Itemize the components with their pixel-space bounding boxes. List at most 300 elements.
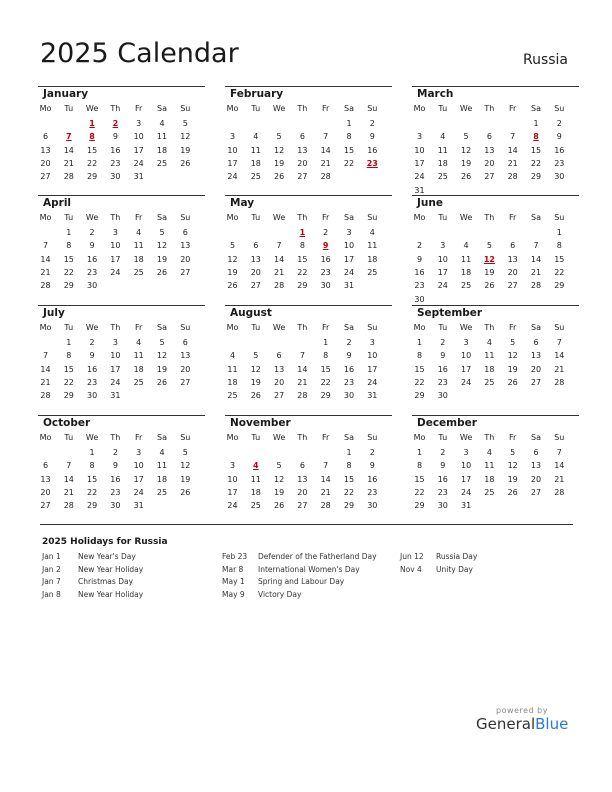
weekday-header: Sa xyxy=(344,213,354,222)
weekday-header: Tu xyxy=(438,104,448,113)
holidays-title: 2025 Holidays for Russia xyxy=(42,537,168,547)
weekday-header: Su xyxy=(554,433,565,442)
weekday-header: Sa xyxy=(157,104,167,113)
day-cell: 19 xyxy=(507,364,518,374)
day-cell: 11 xyxy=(133,241,144,251)
day-cell: 28 xyxy=(507,172,518,182)
day-cell: 6 xyxy=(182,338,188,347)
day-cell: 18 xyxy=(250,487,261,497)
day-cell: 7 xyxy=(556,448,562,457)
day-cell: 22 xyxy=(87,158,98,168)
holiday-day-cell: 2 xyxy=(112,119,119,128)
weekday-header: Fr xyxy=(135,213,143,222)
day-cell: 22 xyxy=(414,487,425,497)
day-cell: 10 xyxy=(343,241,355,251)
weekday-header: Mo xyxy=(39,104,52,113)
month-divider xyxy=(38,86,205,87)
day-cell: 25 xyxy=(484,377,495,387)
day-cell: 11 xyxy=(484,351,495,361)
day-cell: 28 xyxy=(297,391,308,401)
day-cell: 12 xyxy=(180,132,191,142)
day-cell: 24 xyxy=(110,377,121,387)
day-cell: 28 xyxy=(63,501,74,511)
day-cell: 24 xyxy=(110,267,121,277)
day-cell: 27 xyxy=(530,377,542,387)
weekday-header: Su xyxy=(367,104,378,113)
day-cell: 13 xyxy=(180,351,191,361)
day-cell: 25 xyxy=(227,391,238,401)
day-cell: 17 xyxy=(227,158,238,168)
day-cell: 9 xyxy=(416,254,423,264)
day-cell: 24 xyxy=(437,281,448,291)
weekday-header: Su xyxy=(367,323,378,332)
day-cell: 5 xyxy=(510,448,516,457)
day-cell: 11 xyxy=(227,364,238,374)
day-cell: 13 xyxy=(297,145,308,155)
month-december xyxy=(414,415,574,523)
holiday-date: Jun 12 xyxy=(400,552,424,561)
weekday-header: Fr xyxy=(322,104,330,113)
day-cell: 14 xyxy=(40,254,51,264)
day-cell: 5 xyxy=(276,132,282,142)
day-cell: 17 xyxy=(461,474,472,484)
day-cell: 17 xyxy=(110,254,121,264)
day-cell: 20 xyxy=(180,254,191,264)
brand-name-part1: General xyxy=(476,715,536,733)
day-cell: 7 xyxy=(299,351,305,361)
day-cell: 22 xyxy=(297,267,308,277)
day-cell: 1 xyxy=(556,228,562,237)
day-cell: 31 xyxy=(461,501,472,511)
day-cell: 3 xyxy=(136,448,142,457)
day-cell: 28 xyxy=(40,391,51,401)
day-cell: 8 xyxy=(323,351,329,361)
month-divider xyxy=(412,195,579,196)
day-cell: 15 xyxy=(297,254,308,264)
day-cell: 26 xyxy=(507,377,518,387)
weekday-header: We xyxy=(272,433,286,442)
holiday-day-cell: 9 xyxy=(322,241,329,251)
month-november xyxy=(227,415,387,523)
month-september xyxy=(414,305,574,413)
weekday-header: We xyxy=(85,323,99,332)
month-june xyxy=(414,195,574,303)
month-divider xyxy=(412,86,579,87)
day-cell: 28 xyxy=(320,501,331,511)
month-divider xyxy=(225,195,392,196)
day-cell: 29 xyxy=(320,391,331,401)
day-cell: 7 xyxy=(510,132,516,142)
weekday-header: Mo xyxy=(39,433,52,442)
weekday-header: Sa xyxy=(344,323,354,332)
weekday-header: Tu xyxy=(438,323,448,332)
day-cell: 8 xyxy=(346,461,352,471)
day-cell: 24 xyxy=(227,172,238,182)
day-cell: 16 xyxy=(437,364,448,374)
brand-name xyxy=(476,715,568,733)
day-cell: 10 xyxy=(110,351,121,361)
day-cell: 14 xyxy=(320,145,331,155)
day-cell: 8 xyxy=(299,241,305,251)
day-cell: 12 xyxy=(156,351,168,361)
month-name: October xyxy=(43,417,91,429)
day-cell: 20 xyxy=(530,364,542,374)
month-january xyxy=(40,86,200,194)
day-cell: 11 xyxy=(156,132,168,142)
day-cell: 7 xyxy=(323,461,329,471)
weekday-header: Su xyxy=(367,433,378,442)
weekday-header: Su xyxy=(554,104,565,113)
weekday-header: Th xyxy=(297,213,308,222)
day-cell: 27 xyxy=(40,172,51,182)
day-cell: 25 xyxy=(133,267,144,277)
day-cell: 4 xyxy=(159,119,165,128)
day-cell: 2 xyxy=(440,448,446,457)
day-cell: 28 xyxy=(320,172,331,182)
day-cell: 22 xyxy=(320,377,331,387)
day-cell: 13 xyxy=(507,254,518,264)
weekday-header: Th xyxy=(484,213,495,222)
day-cell: 12 xyxy=(180,461,191,471)
day-cell: 10 xyxy=(110,241,121,251)
day-cell: 18 xyxy=(133,364,144,374)
month-name: August xyxy=(230,307,272,319)
weekday-header: Th xyxy=(484,104,495,113)
day-cell: 4 xyxy=(486,338,492,347)
day-cell: 9 xyxy=(556,132,562,142)
day-cell: 7 xyxy=(276,241,282,251)
day-cell: 19 xyxy=(484,267,495,277)
month-divider xyxy=(412,415,579,416)
day-cell: 3 xyxy=(463,448,469,457)
day-cell: 22 xyxy=(63,267,74,277)
holiday-entry xyxy=(222,577,344,586)
day-cell: 23 xyxy=(110,487,121,497)
day-cell: 6 xyxy=(533,448,539,457)
day-cell: 18 xyxy=(156,474,168,484)
day-cell: 6 xyxy=(42,461,49,471)
day-cell: 29 xyxy=(554,281,565,291)
day-cell: 7 xyxy=(42,241,49,251)
country-label: Russia xyxy=(522,52,568,68)
day-cell: 1 xyxy=(346,448,352,457)
day-cell: 23 xyxy=(343,377,355,387)
day-cell: 3 xyxy=(416,132,423,142)
weekday-header: Su xyxy=(554,213,565,222)
day-cell: 13 xyxy=(530,461,542,471)
weekday-header: Mo xyxy=(39,213,52,222)
day-cell: 30 xyxy=(110,172,121,182)
day-cell: 24 xyxy=(414,172,425,182)
day-cell: 1 xyxy=(323,338,329,347)
day-cell: 29 xyxy=(414,501,425,511)
weekday-header: We xyxy=(85,433,99,442)
day-cell: 21 xyxy=(320,487,331,497)
day-cell: 11 xyxy=(367,241,378,251)
day-cell: 7 xyxy=(323,132,329,142)
holidays-divider xyxy=(40,524,573,525)
day-cell: 20 xyxy=(180,364,191,374)
day-cell: 24 xyxy=(461,487,472,497)
day-cell: 23 xyxy=(437,377,448,387)
weekday-header: Th xyxy=(110,433,121,442)
day-cell: 2 xyxy=(416,241,423,251)
holiday-name: New Year Holiday xyxy=(78,564,144,574)
holiday-name: Russia Day xyxy=(436,552,478,561)
day-cell: 26 xyxy=(507,487,518,497)
holiday-day-cell: 1 xyxy=(299,228,306,237)
day-cell: 12 xyxy=(250,364,261,374)
day-cell: 2 xyxy=(112,448,118,457)
month-name: March xyxy=(417,88,454,100)
day-cell: 9 xyxy=(346,351,352,361)
day-cell: 10 xyxy=(414,145,425,155)
day-cell: 16 xyxy=(343,364,355,374)
day-cell: 9 xyxy=(440,351,446,361)
day-cell: 9 xyxy=(112,132,118,142)
weekday-header: We xyxy=(459,213,473,222)
day-cell: 14 xyxy=(40,364,51,374)
day-cell: 4 xyxy=(253,132,259,142)
weekday-header: Sa xyxy=(157,433,167,442)
day-cell: 2 xyxy=(323,228,329,237)
day-cell: 15 xyxy=(63,254,74,264)
weekday-header: We xyxy=(85,104,99,113)
day-cell: 15 xyxy=(320,364,331,374)
day-cell: 14 xyxy=(320,474,331,484)
weekday-header: Mo xyxy=(413,323,426,332)
day-cell: 16 xyxy=(110,474,121,484)
holiday-name: International Women's Day xyxy=(258,564,360,574)
day-cell: 19 xyxy=(180,145,191,155)
day-cell: 10 xyxy=(437,254,448,264)
month-divider xyxy=(38,195,205,196)
day-cell: 5 xyxy=(182,448,188,457)
day-cell: 3 xyxy=(136,119,142,128)
weekday-header: Mo xyxy=(413,104,426,113)
day-cell: 12 xyxy=(507,461,518,471)
day-cell: 28 xyxy=(274,281,285,291)
weekday-header: Th xyxy=(297,104,308,113)
weekday-header: Mo xyxy=(226,323,239,332)
day-cell: 2 xyxy=(89,228,95,237)
day-cell: 1 xyxy=(89,448,95,457)
day-cell: 25 xyxy=(156,158,168,168)
day-cell: 16 xyxy=(414,267,425,277)
day-cell: 10 xyxy=(227,474,238,484)
day-cell: 31 xyxy=(414,185,425,195)
day-cell: 13 xyxy=(250,254,261,264)
day-cell: 24 xyxy=(367,377,378,387)
day-cell: 24 xyxy=(343,267,355,277)
day-cell: 26 xyxy=(227,281,238,291)
weekday-header: Su xyxy=(554,323,565,332)
day-cell: 1 xyxy=(66,338,72,347)
weekday-header: Tu xyxy=(64,323,74,332)
day-cell: 22 xyxy=(87,487,98,497)
day-cell: 6 xyxy=(182,228,188,237)
branding xyxy=(476,706,568,733)
weekday-header: Tu xyxy=(251,213,261,222)
month-name: July xyxy=(43,307,65,319)
day-cell: 24 xyxy=(133,158,144,168)
day-cell: 27 xyxy=(507,281,518,291)
day-cell: 1 xyxy=(416,338,423,347)
day-cell: 15 xyxy=(343,474,355,484)
day-cell: 20 xyxy=(274,377,285,387)
holiday-name: Victory Day xyxy=(258,589,302,599)
weekday-header: We xyxy=(272,213,286,222)
month-divider xyxy=(225,86,392,87)
day-cell: 14 xyxy=(297,364,308,374)
day-cell: 30 xyxy=(87,391,98,401)
day-cell: 19 xyxy=(156,254,168,264)
day-cell: 2 xyxy=(369,119,375,128)
day-cell: 5 xyxy=(229,241,236,251)
day-cell: 29 xyxy=(87,172,98,182)
month-march xyxy=(414,86,574,194)
day-cell: 20 xyxy=(40,487,51,497)
day-cell: 18 xyxy=(133,254,144,264)
day-cell: 8 xyxy=(346,132,352,142)
weekday-header: Th xyxy=(110,323,121,332)
day-cell: 31 xyxy=(367,391,378,401)
day-cell: 4 xyxy=(486,448,492,457)
day-cell: 29 xyxy=(63,391,74,401)
weekday-header: Fr xyxy=(135,104,143,113)
month-name: December xyxy=(417,417,477,429)
weekday-header: Fr xyxy=(322,323,330,332)
weekday-header: Th xyxy=(484,323,495,332)
day-cell: 28 xyxy=(40,281,51,291)
weekday-header: Fr xyxy=(135,323,143,332)
day-cell: 3 xyxy=(229,461,236,471)
day-cell: 11 xyxy=(250,474,261,484)
day-cell: 27 xyxy=(530,487,542,497)
day-cell: 15 xyxy=(554,254,565,264)
month-february xyxy=(227,86,387,194)
day-cell: 17 xyxy=(343,254,355,264)
day-cell: 4 xyxy=(440,132,446,142)
holiday-entry xyxy=(222,552,377,561)
weekday-header: We xyxy=(272,323,286,332)
day-cell: 3 xyxy=(346,228,352,237)
month-april xyxy=(40,195,200,303)
weekday-header: Sa xyxy=(157,213,167,222)
day-cell: 5 xyxy=(463,132,469,142)
day-cell: 31 xyxy=(343,281,355,291)
day-cell: 18 xyxy=(461,267,472,277)
day-cell: 22 xyxy=(414,377,425,387)
weekday-header: Th xyxy=(110,104,121,113)
day-cell: 12 xyxy=(227,254,238,264)
weekday-header: Tu xyxy=(251,323,261,332)
month-name: June xyxy=(417,197,443,209)
day-cell: 20 xyxy=(40,158,51,168)
day-cell: 25 xyxy=(437,172,448,182)
weekday-header: Tu xyxy=(64,213,74,222)
day-cell: 15 xyxy=(87,474,98,484)
day-cell: 3 xyxy=(112,228,118,237)
weekday-header: Fr xyxy=(509,323,517,332)
day-cell: 31 xyxy=(133,172,144,182)
powered-by-text: powered by xyxy=(496,706,548,715)
day-cell: 4 xyxy=(369,228,375,237)
holiday-day-cell: 23 xyxy=(366,158,378,168)
day-cell: 20 xyxy=(297,487,308,497)
month-divider xyxy=(225,415,392,416)
day-cell: 6 xyxy=(486,132,492,142)
weekday-header: Mo xyxy=(226,104,239,113)
day-cell: 30 xyxy=(343,391,355,401)
weekday-header: Sa xyxy=(531,323,541,332)
day-cell: 14 xyxy=(63,145,74,155)
weekday-header: Tu xyxy=(251,104,261,113)
day-cell: 6 xyxy=(299,132,305,142)
day-cell: 20 xyxy=(507,267,518,277)
day-cell: 10 xyxy=(227,145,238,155)
holiday-date: Jan 1 xyxy=(42,552,61,561)
holiday-name: Unity Day xyxy=(436,564,473,574)
day-cell: 2 xyxy=(89,338,95,347)
weekday-header: We xyxy=(272,104,286,113)
day-cell: 5 xyxy=(253,351,259,361)
day-cell: 3 xyxy=(440,241,446,251)
day-cell: 19 xyxy=(180,474,191,484)
day-cell: 15 xyxy=(414,474,425,484)
day-cell: 14 xyxy=(63,474,74,484)
day-cell: 16 xyxy=(87,364,98,374)
day-cell: 6 xyxy=(276,351,282,361)
holiday-date: May 9 xyxy=(222,589,245,599)
holiday-entry xyxy=(42,565,143,574)
weekday-header: Fr xyxy=(135,433,143,442)
day-cell: 21 xyxy=(530,267,542,277)
day-cell: 2 xyxy=(369,448,375,457)
day-cell: 2 xyxy=(556,119,562,128)
day-cell: 27 xyxy=(297,501,308,511)
holiday-entry xyxy=(400,552,477,561)
day-cell: 16 xyxy=(554,145,565,155)
holiday-date: Jan 7 xyxy=(42,577,61,586)
day-cell: 27 xyxy=(180,267,191,277)
holiday-date: Jan 8 xyxy=(42,589,61,599)
day-cell: 29 xyxy=(87,501,98,511)
day-cell: 16 xyxy=(87,254,98,264)
month-may xyxy=(227,195,387,303)
day-cell: 21 xyxy=(40,377,51,387)
holiday-date: Feb 23 xyxy=(222,552,248,561)
day-cell: 9 xyxy=(369,461,375,471)
day-cell: 13 xyxy=(274,364,285,374)
day-cell: 14 xyxy=(274,254,285,264)
day-cell: 19 xyxy=(461,158,472,168)
month-name: November xyxy=(230,417,291,429)
day-cell: 13 xyxy=(180,241,191,251)
weekday-header: We xyxy=(459,104,473,113)
month-july xyxy=(40,305,200,413)
day-cell: 25 xyxy=(250,172,261,182)
day-cell: 25 xyxy=(367,267,378,277)
weekday-header: Sa xyxy=(531,213,541,222)
day-cell: 21 xyxy=(507,158,518,168)
holiday-name: Defender of the Fatherland Day xyxy=(258,552,377,561)
day-cell: 3 xyxy=(369,338,375,347)
day-cell: 14 xyxy=(507,145,518,155)
weekday-header: Su xyxy=(180,323,191,332)
weekday-header: Sa xyxy=(531,433,541,442)
day-cell: 28 xyxy=(554,377,565,387)
